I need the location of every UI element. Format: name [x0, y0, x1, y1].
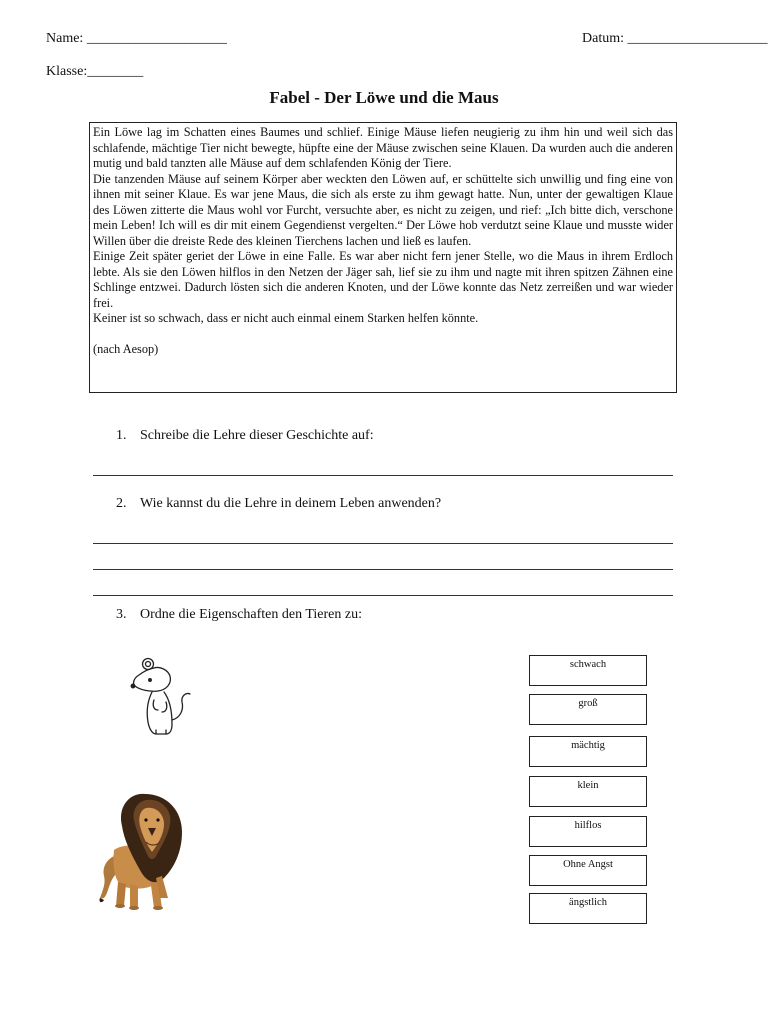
answer-line[interactable] [93, 475, 673, 476]
mouse-icon [126, 656, 196, 738]
question-number: 1. [116, 428, 127, 443]
question-number: 2. [116, 496, 127, 511]
question-text: Ordne die Eigenschaften den Tieren zu: [140, 607, 362, 622]
property-card-schwach[interactable]: schwach [529, 655, 647, 686]
property-card-hilflos[interactable]: hilflos [529, 816, 647, 847]
class-field-label: Klasse:________ [46, 64, 144, 79]
question-2 [116, 496, 441, 512]
property-card-gross[interactable]: groß [529, 694, 647, 725]
property-card-aengstlich[interactable]: ängstlich [529, 893, 647, 924]
property-card-ohne-angst[interactable]: Ohne Angst [529, 855, 647, 886]
property-card-maechtig[interactable]: mächtig [529, 736, 647, 767]
answer-line[interactable] [93, 569, 673, 570]
story-box [89, 122, 677, 393]
story-source: (nach Aesop) [93, 342, 159, 356]
date-field-label: Datum: ____________________ [582, 31, 768, 46]
question-number: 3. [116, 607, 127, 622]
answer-line[interactable] [93, 595, 673, 596]
story-paragraph: Die tanzenden Mäuse auf seinem Körper aber weckten den Löwen auf, er schüttelte sich unwillig und fing eine von ihnen mit seiner Klaue. Es war jene Maus, die sich als erste zu ihm gewagt hatte. Nun, unter der gewaltigen Klaue des Löwen zitterte die Maus wohl vor Furcht, versuchte aber, es nicht zu zeigen, und rief: „Ich bitte dich, verschone mein Leben! Ich will es dir mit einem Gegendienst vergelten.“ Der Löwe hob verdutzt seine Klaue und musste wider Willen über die dreiste Rede des kleinen Tierchens lachen und ließ es laufen. [93, 171, 673, 248]
story-paragraph: Einige Zeit später geriet der Löwe in eine Falle. Es war aber nicht fern jener Stelle, wo die Maus in ihrem Erdloch lebte. Als sie den Löwen hilflos in den Netzen der Jäger sah, lief sie zu ihm und nagte mit ihren spitzen Zähnen eine Schlinge entzwei. Dadurch lösten sich die anderen Knoten, und der Löwe konnte das Netz zerreißen und war wieder frei. [93, 249, 673, 310]
question-text: Schreibe die Lehre dieser Geschichte auf: [140, 428, 374, 443]
question-3 [116, 607, 362, 623]
property-card-klein[interactable]: klein [529, 776, 647, 807]
question-1 [116, 428, 374, 444]
page-title: Fabel - Der Löwe und die Maus [269, 88, 499, 107]
question-text: Wie kannst du die Lehre in deinem Leben anwenden? [140, 496, 442, 511]
name-field-label: Name: ____________________ [46, 31, 227, 46]
answer-line[interactable] [93, 543, 673, 544]
story-paragraph: Ein Löwe lag im Schatten eines Baumes und schlief. Einige Mäuse liefen neugierig zu ihm hin und weil sich das schlafende, mächtige Tier nicht bewegte, hüpfte eine der Mäuse zwischen seine Klauen. Da wurden auch die anderen mutig und bald tanzten alle Mäuse auf dem schlafenden König der Tiere. [93, 125, 673, 170]
story-moral: Keiner ist so schwach, dass er nicht auch einmal einem Starken helfen könnte. [93, 311, 479, 325]
lion-icon [96, 786, 192, 912]
